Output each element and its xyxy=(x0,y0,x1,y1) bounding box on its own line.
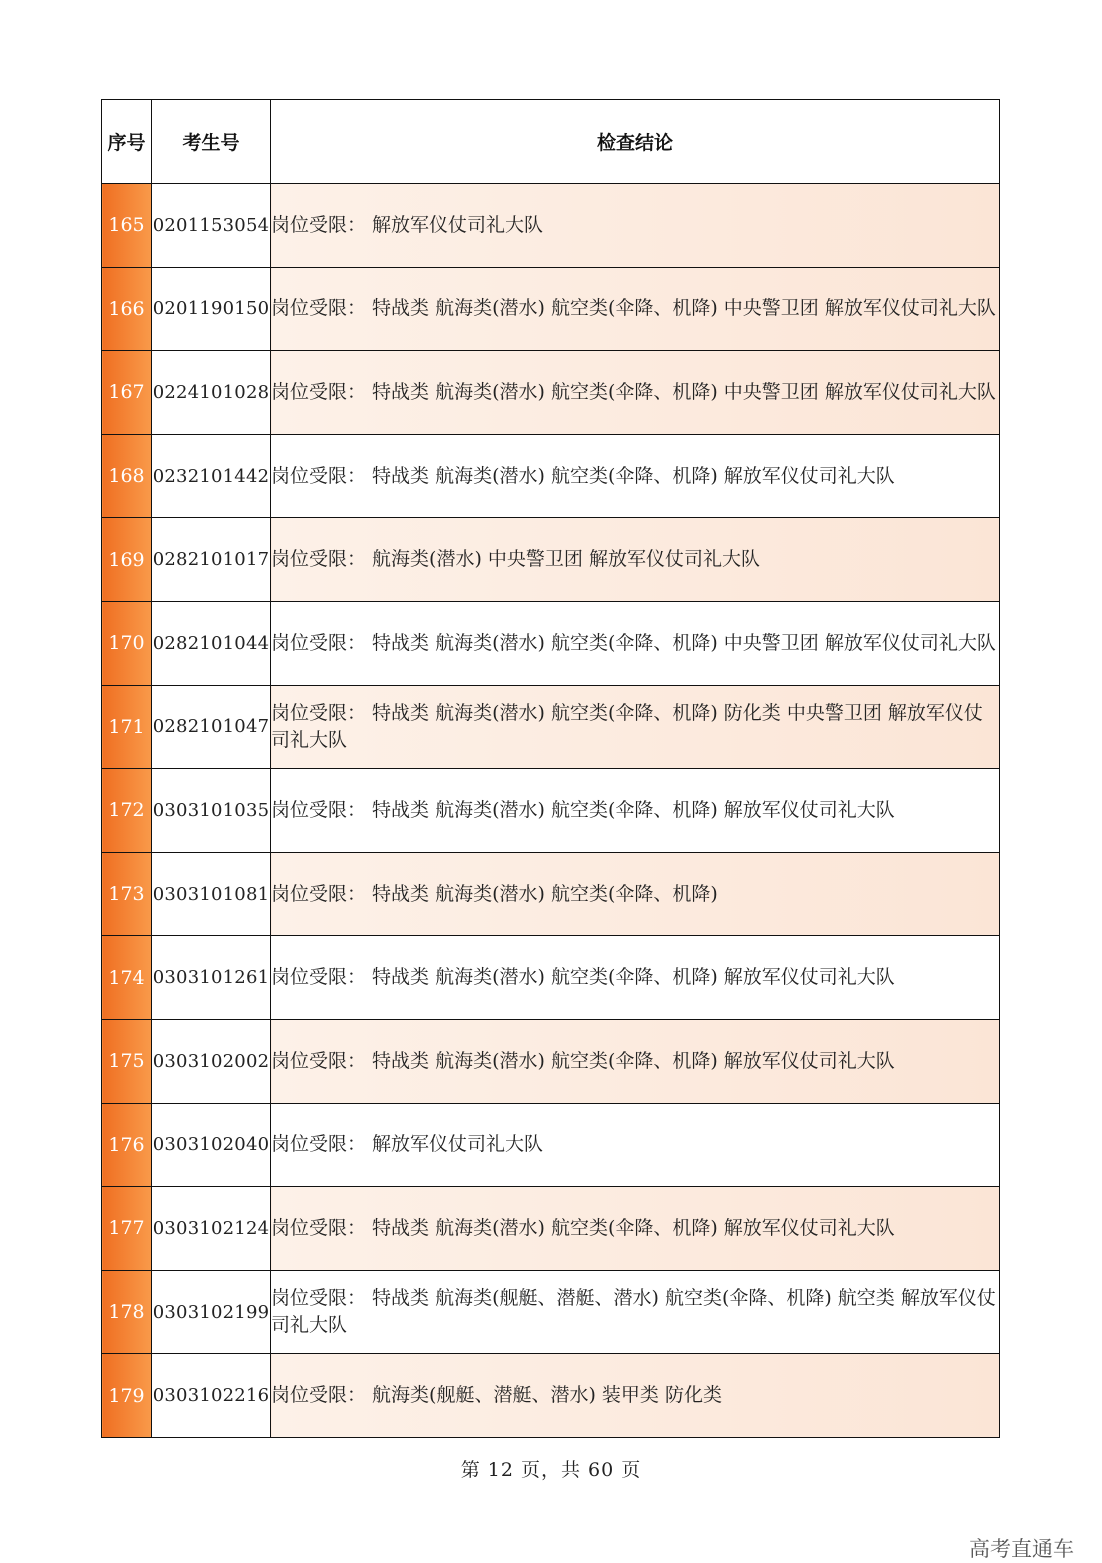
row-result: 岗位受限： 解放军仪仗司礼大队 xyxy=(271,184,1000,268)
row-exam-number: 0282101044 xyxy=(152,601,271,685)
row-exam-number: 0201190150 xyxy=(152,267,271,351)
row-seq-number: 166 xyxy=(102,267,152,351)
row-result: 岗位受限： 特战类 航海类(潜水) 航空类(伞降、机降) 解放军仪仗司礼大队 xyxy=(271,769,1000,853)
row-result: 岗位受限： 航海类(舰艇、潜艇、潜水) 装甲类 防化类 xyxy=(271,1354,1000,1438)
inspection-results-table xyxy=(101,99,1000,1438)
row-result: 岗位受限： 特战类 航海类(潜水) 航空类(伞降、机降) 中央警卫团 解放军仪仗司礼大队 xyxy=(271,601,1000,685)
table-row xyxy=(102,434,1000,518)
row-result: 岗位受限： 特战类 航海类(潜水) 航空类(伞降、机降) 解放军仪仗司礼大队 xyxy=(271,434,1000,518)
table-row xyxy=(102,1103,1000,1187)
row-exam-number: 0303101081 xyxy=(152,852,271,936)
row-seq-number: 178 xyxy=(102,1270,152,1354)
row-seq-number: 177 xyxy=(102,1187,152,1271)
table-row xyxy=(102,518,1000,602)
row-exam-number: 0303102124 xyxy=(152,1187,271,1271)
row-seq-number: 174 xyxy=(102,936,152,1020)
row-seq-number: 179 xyxy=(102,1354,152,1438)
row-result: 岗位受限： 特战类 航海类(潜水) 航空类(伞降、机降) xyxy=(271,852,1000,936)
row-exam-number: 0303101261 xyxy=(152,936,271,1020)
row-exam-number: 0224101028 xyxy=(152,351,271,435)
table-row xyxy=(102,936,1000,1020)
table-row xyxy=(102,1019,1000,1103)
table-row xyxy=(102,1270,1000,1354)
row-seq-number: 169 xyxy=(102,518,152,602)
header-result: 检查结论 xyxy=(271,100,1000,184)
row-exam-number: 0232101442 xyxy=(152,434,271,518)
row-exam-number: 0282101017 xyxy=(152,518,271,602)
row-exam-number: 0303102199 xyxy=(152,1270,271,1354)
row-result: 岗位受限： 特战类 航海类(潜水) 航空类(伞降、机降) 解放军仪仗司礼大队 xyxy=(271,936,1000,1020)
row-exam-number: 0303102002 xyxy=(152,1019,271,1103)
row-exam-number: 0303102040 xyxy=(152,1103,271,1187)
table-row xyxy=(102,351,1000,435)
table-body xyxy=(102,184,1000,1438)
row-result: 岗位受限： 特战类 航海类(潜水) 航空类(伞降、机降) 防化类 中央警卫团 解放军仪仗司礼大队 xyxy=(271,685,1000,769)
row-exam-number: 0201153054 xyxy=(152,184,271,268)
row-seq-number: 165 xyxy=(102,184,152,268)
row-result: 岗位受限： 航海类(潜水) 中央警卫团 解放军仪仗司礼大队 xyxy=(271,518,1000,602)
row-seq-number: 172 xyxy=(102,769,152,853)
row-result: 岗位受限： 特战类 航海类(潜水) 航空类(伞降、机降) 中央警卫团 解放军仪仗司礼大队 xyxy=(271,267,1000,351)
table-row xyxy=(102,184,1000,268)
table-header-row xyxy=(102,100,1000,184)
table-row xyxy=(102,685,1000,769)
page-number: 第 12 页，共 60 页 xyxy=(460,1459,642,1481)
row-exam-number: 0282101047 xyxy=(152,685,271,769)
table-row xyxy=(102,601,1000,685)
table-row xyxy=(102,769,1000,853)
row-exam-number: 0303102216 xyxy=(152,1354,271,1438)
row-seq-number: 173 xyxy=(102,852,152,936)
row-seq-number: 170 xyxy=(102,601,152,685)
row-seq-number: 168 xyxy=(102,434,152,518)
table-row xyxy=(102,1187,1000,1271)
table-row xyxy=(102,267,1000,351)
table-row xyxy=(102,852,1000,936)
row-seq-number: 167 xyxy=(102,351,152,435)
row-result: 岗位受限： 解放军仪仗司礼大队 xyxy=(271,1103,1000,1187)
row-seq-number: 171 xyxy=(102,685,152,769)
row-seq-number: 176 xyxy=(102,1103,152,1187)
table-row xyxy=(102,1354,1000,1438)
watermark-text: 高考直通车 xyxy=(969,1537,1074,1561)
row-result: 岗位受限： 特战类 航海类(舰艇、潜艇、潜水) 航空类(伞降、机降) 航空类 解放军仪仗司礼大队 xyxy=(271,1270,1000,1354)
header-exam-number: 考生号 xyxy=(152,100,271,184)
row-seq-number: 175 xyxy=(102,1019,152,1103)
row-result: 岗位受限： 特战类 航海类(潜水) 航空类(伞降、机降) 解放军仪仗司礼大队 xyxy=(271,1187,1000,1271)
row-exam-number: 0303101035 xyxy=(152,769,271,853)
row-result: 岗位受限： 特战类 航海类(潜水) 航空类(伞降、机降) 解放军仪仗司礼大队 xyxy=(271,1019,1000,1103)
header-seq: 序号 xyxy=(102,100,152,184)
row-result: 岗位受限： 特战类 航海类(潜水) 航空类(伞降、机降) 中央警卫团 解放军仪仗司礼大队 xyxy=(271,351,1000,435)
